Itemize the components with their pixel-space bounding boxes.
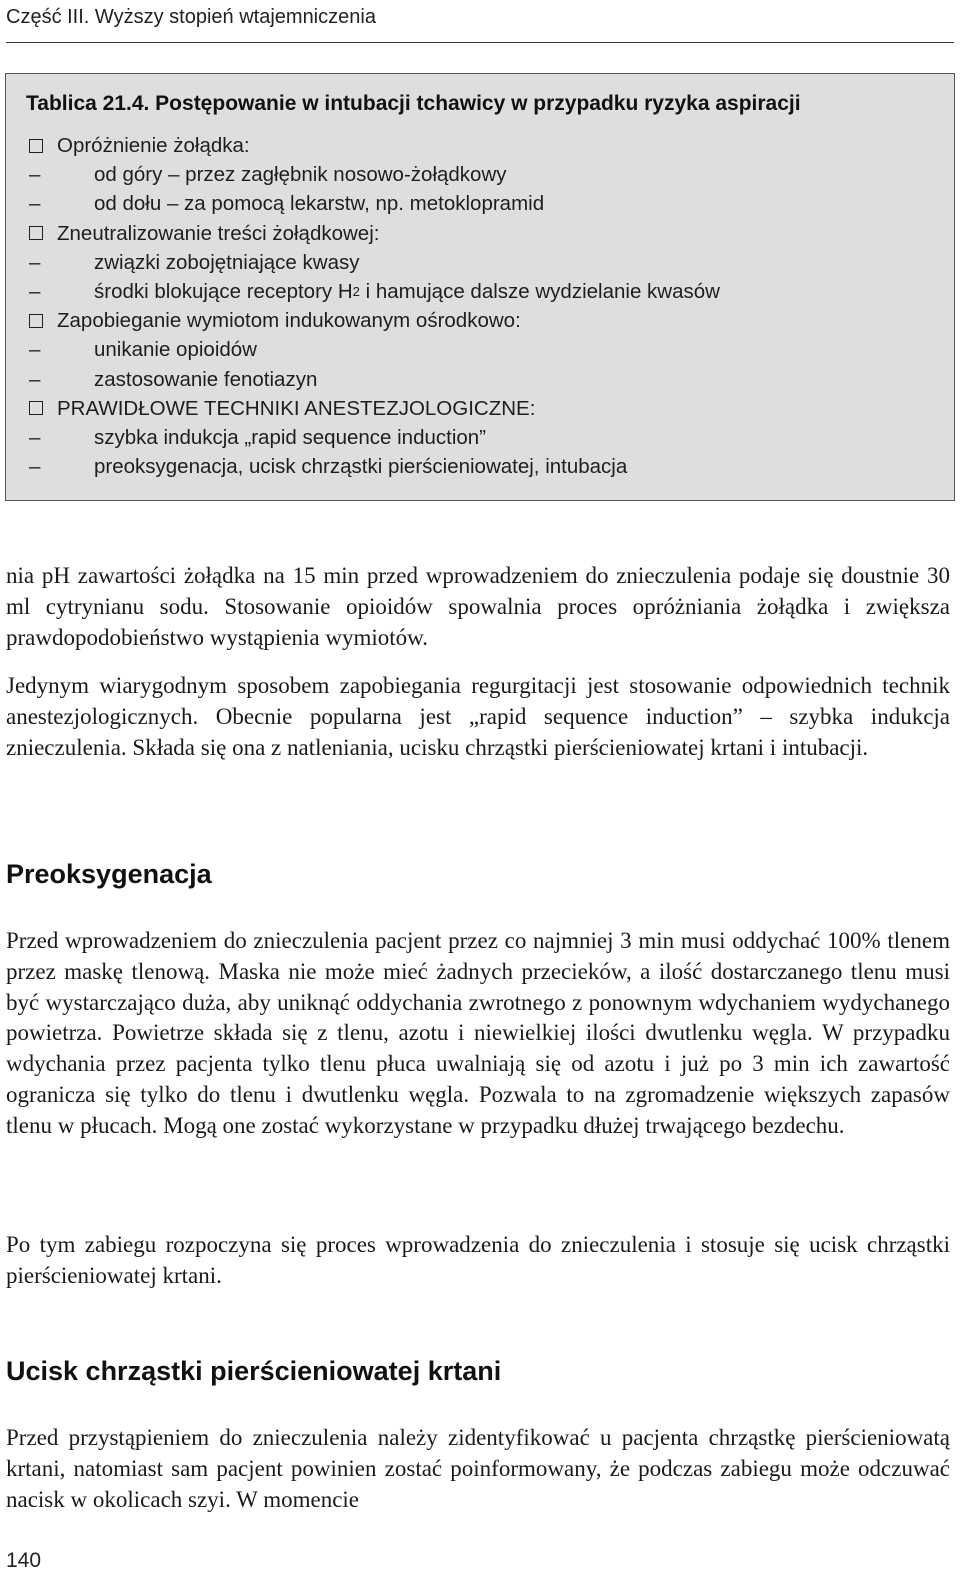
dash-item xyxy=(26,452,720,481)
checkbox-square-icon xyxy=(29,401,43,415)
dash-bullet: – xyxy=(29,338,41,362)
page-number: 140 xyxy=(6,1549,42,1572)
dash-bullet: – xyxy=(29,279,41,303)
paragraph-4: Po tym zabiegu rozpoczyna się proces wprowadzenia do znieczulenia i stosuje się ucisk chrząstki pierścieniowatej krtani. xyxy=(6,1232,950,1288)
dash-bullet: – xyxy=(29,455,41,479)
running-title: Część III. Wyższy stopień wtajemniczenia xyxy=(6,6,376,28)
checkbox-item xyxy=(26,306,720,335)
paragraph-1: nia pH zawartości żołądka na 15 min przed wprowadzeniem do znieczulenia podaje się doustnie 30 ml cytrynianu sodu. Stosowanie opioidów spowalnia proces opróżniania żołądka i zwiększa prawdopodobieństwo wystąpienia wymiotów. xyxy=(6,563,950,650)
item-text: PRAWIDŁOWE TECHNIKI ANESTEZJOLOGICZNE: xyxy=(57,396,536,420)
table-items-list xyxy=(26,131,720,481)
dash-item xyxy=(26,335,720,364)
dash-item xyxy=(26,189,720,218)
running-header xyxy=(6,2,954,43)
dash-bullet: – xyxy=(29,163,41,187)
dash-item xyxy=(26,248,720,277)
paragraph-5: Przed przystąpieniem do znieczulenia należy zidentyfikować u pacjenta chrząstkę pierścieniowatą krtani, natomiast sam pacjent powinien zostać poinformowany, że podczas zabiegu może odczuwać nacisk w okolicach szyi. W momencie xyxy=(6,1425,950,1512)
item-text: zastosowanie fenotiazyn xyxy=(94,367,318,391)
checkbox-item xyxy=(26,394,720,423)
item-text: związki zobojętniające kwasy xyxy=(94,250,360,274)
checkbox-square-icon xyxy=(29,139,43,153)
checkbox-square-icon xyxy=(29,314,43,328)
table-title: Tablica 21.4. Postępowanie w intubacji tchawicy w przypadku ryzyka aspiracji xyxy=(26,92,801,115)
dash-bullet: – xyxy=(29,425,41,449)
item-text: Zapobieganie wymiotom indukowanym ośrodkowo: xyxy=(57,309,521,333)
item-text: unikanie opioidów xyxy=(94,338,257,362)
section-heading-preoksygenacja: Preoksygenacja xyxy=(6,859,212,889)
checkbox-item xyxy=(26,131,720,160)
item-text: od dołu – za pomocą lekarstw, np. metoklopramid xyxy=(94,192,545,216)
paragraph-2: Jedynym wiarygodnym sposobem zapobiegania regurgitacji jest stosowanie odpowiednich technik anestezjologicznych. Obecnie popularna jest „rapid sequence induction” – szybka indukcja znieczulenia. Składa się ona z natleniania, ucisku chrząstki pierścieniowatej krtani i intubacji. xyxy=(6,673,950,760)
dash-bullet: – xyxy=(29,250,41,274)
dash-bullet: – xyxy=(29,367,41,391)
item-text-continued: i hamujące dalsze wydzielanie kwasów xyxy=(359,279,720,303)
dash-bullet: – xyxy=(29,192,41,216)
item-text: Opróżnienie żołądka: xyxy=(57,134,250,157)
item-text: od góry – przez zagłębnik nosowo-żołądkowy xyxy=(94,163,507,187)
item-text: preoksygenacja, ucisk chrząstki pierścieniowatej, intubacja xyxy=(94,455,628,479)
table-box xyxy=(5,73,955,501)
dash-item: – środki blokujące receptory H 2 i hamujące dalsze wydzielanie kwasów xyxy=(26,277,720,306)
item-text: szybka indukcja „rapid sequence induction” xyxy=(94,425,487,449)
dash-item xyxy=(26,160,720,189)
item-text: środki blokujące receptory H xyxy=(94,279,353,303)
item-text: Zneutralizowanie treści żołądkowej: xyxy=(57,221,380,245)
dash-item xyxy=(26,365,720,394)
paragraph-3: Przed wprowadzeniem do znieczulenia pacjent przez co najmniej 3 min musi oddychać 100% tlenem przez maskę tlenową. Maska nie może mieć żadnych przecieków, a ilość dostarczanego tlenu musi być wystarczająco duża, aby uniknąć oddychania zwrotnego z ponownym wdychaniem wydychanego powietrza. Powietrze składa się z tlenu, azotu i niewielkiej ilości dwutlenku węgla. W przypadku wdychania przez pacjenta tylko tlenu płuca uwalniają się od azotu i już po 3 min ich zawartość ogranicza się tylko do tlenu i dwutlenku węgla. Pozwala to na zgromadzenie większych zapasów tlenu w płucach. Mogą one zostać wykorzystane w przypadku dłużej trwającego bezdechu. xyxy=(6,928,950,1138)
dash-item xyxy=(26,423,720,452)
checkbox-square-icon xyxy=(29,226,43,240)
section-heading-ucisk: Ucisk chrząstki pierścieniowatej krtani xyxy=(6,1356,502,1386)
checkbox-item xyxy=(26,219,720,248)
